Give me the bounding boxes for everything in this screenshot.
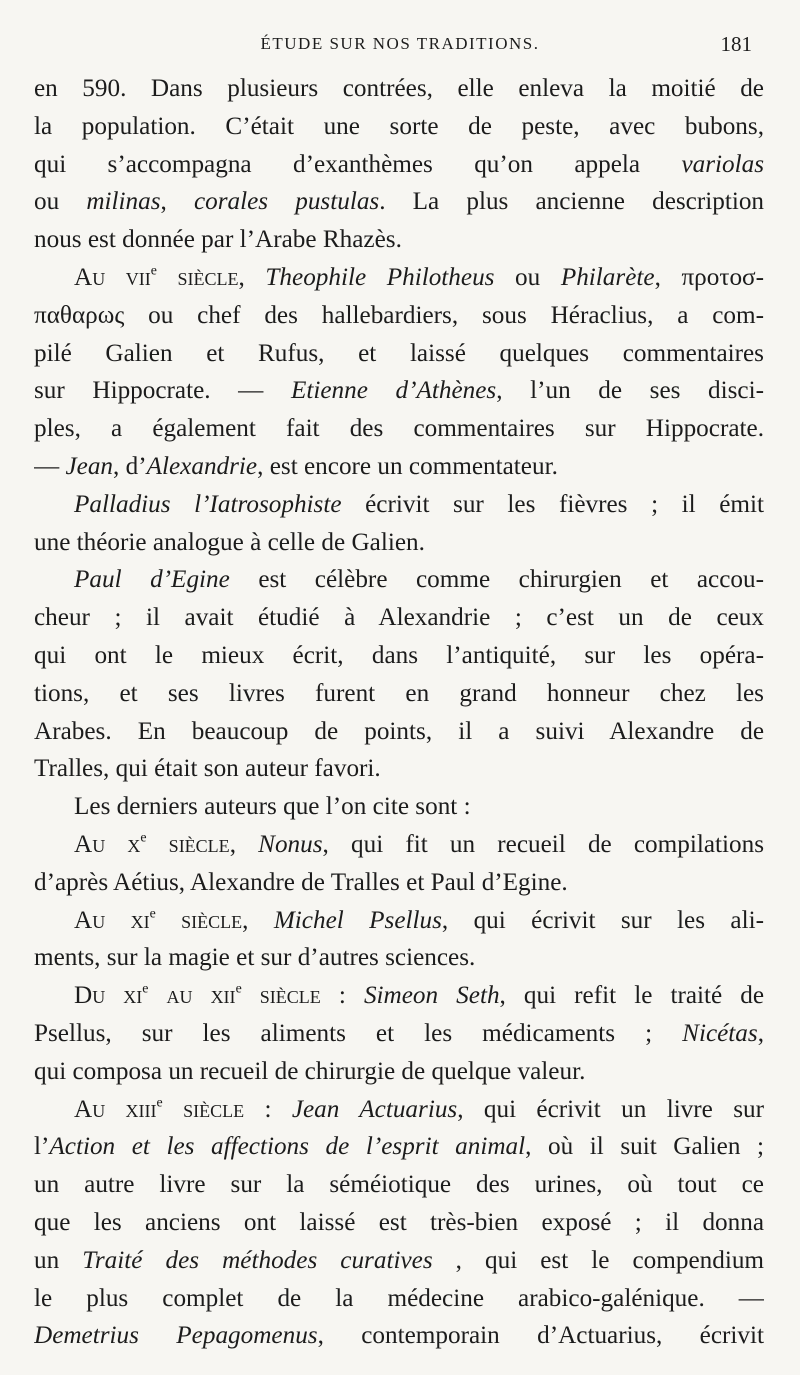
text-line [34,221,764,259]
italic-name: Etienne d’Athènes [290,377,497,405]
text-line [34,675,764,713]
text-run: . La plus ancienne description [379,188,764,216]
body-text [34,70,764,1355]
text-run: écrivit sur les fièvres ; il émit [341,490,764,518]
text-run: la population. C’était une sorte de peste, avec bubons, [34,112,764,140]
century-label: Au xiii [74,1095,157,1123]
century-label: au xii [148,982,236,1010]
text-run: — [34,452,66,480]
century-label: Du xi [74,982,143,1010]
text-run: ples, a également fait des commentaires sur Hippocrate. [34,415,764,443]
text-line [34,335,764,373]
italic-name: variolas [681,150,764,178]
text-run: , [242,906,274,934]
text-line [34,1242,764,1280]
text-line [34,70,764,108]
text-run: un autre livre sur la séméiotique des urines, où tout ce [34,1171,764,1199]
text-line [34,788,764,826]
text-line [34,486,764,524]
text-line [34,637,764,675]
text-run: nous est donnée par l’Arabe Rhazès. [34,226,402,254]
text-run: , où il suit Galien ; [525,1133,764,1161]
text-run: : [244,1095,292,1123]
text-run: , d’ [113,452,147,480]
text-run: d’après Aétius, Alexandre de Tralles et Paul d’Egine. [34,868,568,896]
italic-name: Traité des méthodes curatives [82,1246,433,1274]
century-label: siècle [146,830,230,858]
century-label: siècle [155,906,243,934]
text-run: ou [34,188,87,216]
italic-name: Jean Actuarius [291,1095,458,1123]
italic-name: Jean [65,452,114,480]
text-line [34,297,764,335]
text-run: une théorie analogue à celle de Galien. [34,528,425,556]
text-line [34,939,764,977]
page-header [0,34,800,56]
text-line [34,977,764,1015]
text-line [34,524,764,562]
text-line [34,1053,764,1091]
page-number: 181 [720,32,752,56]
text-line [34,410,764,448]
text-run: cheur ; il avait étudié à Alexandrie ; c’est un de ceux [34,604,764,632]
italic-name: Paul d’Egine [74,566,230,594]
text-run: l’ [34,1133,50,1161]
text-line [34,902,764,940]
italic-name: Nicétas [682,1019,758,1047]
text-line [34,183,764,221]
text-run: παθαρως ou chef des hallebardiers, sous Héraclius, a com- [34,301,764,329]
century-label: Au x [74,830,141,858]
century-label: siècle [241,982,321,1010]
text-line [34,713,764,751]
text-run: , contemporain d’Actuarius, écrivit [317,1322,764,1350]
text-run: en 590. Dans plusieurs contrées, elle enleva la moitié de [34,75,764,102]
century-label: Au xi [74,906,150,934]
superscript: e [140,829,147,845]
text-run: Psellus, sur les aliments et les médicaments ; [34,1019,683,1047]
text-run: , προτοσ- [654,263,764,291]
text-line [34,372,764,410]
superscript: e [235,980,242,996]
text-run: Les derniers auteurs que l’on cite sont : [74,793,471,821]
text-run: : [320,982,364,1010]
text-run: , qui fit un recueil de compilations [322,830,764,858]
text-run: , est encore un commentateur. [257,452,558,480]
century-label: Au vii [74,263,151,291]
italic-name: Nonus [258,830,323,858]
italic-name: milinas [86,188,161,216]
text-line [34,259,764,297]
text-run: pilé Galien et Rufus, et laissé quelques commentaires [34,339,764,367]
italic-name: Simeon Seth [363,982,500,1010]
text-run: qui s’accompagna d’exanthèmes qu’on appela [34,150,682,178]
superscript: e [156,1094,163,1110]
text-line [34,599,764,637]
italic-name: Alexandrie [146,452,258,480]
running-head: ÉTUDE SUR NOS TRADITIONS. [260,34,540,53]
text-line [34,1015,764,1053]
text-line [34,448,764,486]
century-label: siècle [162,1095,245,1123]
text-run: , [229,830,259,858]
text-run: , [757,1019,764,1047]
italic-name: Theophile Philotheus [265,263,495,291]
italic-name: Demetrius Pepagomenus [34,1322,318,1350]
italic-name: corales pustulas [193,188,380,216]
text-run: , qui refit le traité de [499,982,764,1010]
century-label: siècle [156,263,239,291]
text-line [34,1204,764,1242]
text-run: , qui écrivit sur les ali- [441,906,764,934]
text-run: un [34,1246,83,1274]
text-line [34,1091,764,1129]
text-run: , qui écrivit un livre sur [457,1095,764,1123]
text-line [34,561,764,599]
superscript: e [142,980,149,996]
text-line [34,864,764,902]
text-line [34,1166,764,1204]
superscript: e [150,262,157,278]
text-line [34,750,764,788]
italic-name: Palladius l’Iatrosophiste [74,490,342,518]
text-run: qui composa un recueil de chirurgie de quelque valeur. [34,1057,586,1085]
text-run: est célèbre comme chirurgien et accou- [229,566,764,594]
text-run: que les anciens ont laissé est très-bien exposé ; il donna [34,1208,764,1236]
text-run: , qui est le compendium [432,1246,764,1274]
text-run: qui ont le mieux écrit, dans l’antiquité, sur les opéra- [34,641,764,669]
italic-name: Action et les affections de l’esprit animal [49,1133,526,1161]
superscript: e [149,905,156,921]
text-run: sur Hippocrate. — [34,377,291,405]
italic-name: Michel Psellus [273,906,442,934]
italic-name: Philarète [560,263,655,291]
text-line [34,146,764,184]
text-run: Tralles, qui était son auteur favori. [34,755,381,783]
text-run: tions, et ses livres furent en grand honneur chez les [34,679,764,707]
text-line [34,108,764,146]
text-run: ou [494,263,561,291]
text-run: , [160,188,194,216]
text-run: le plus complet de la médecine arabico-galénique. — [34,1284,764,1312]
text-run: , l’un de ses disci- [496,377,764,405]
text-line [34,826,764,864]
text-line [34,1280,764,1318]
text-line [34,1128,764,1166]
text-run: Arabes. En beaucoup de points, il a suivi Alexandre de [34,717,764,745]
text-line [34,1317,764,1355]
text-run: , [238,263,266,291]
text-run: ments, sur la magie et sur d’autres sciences. [34,944,476,972]
